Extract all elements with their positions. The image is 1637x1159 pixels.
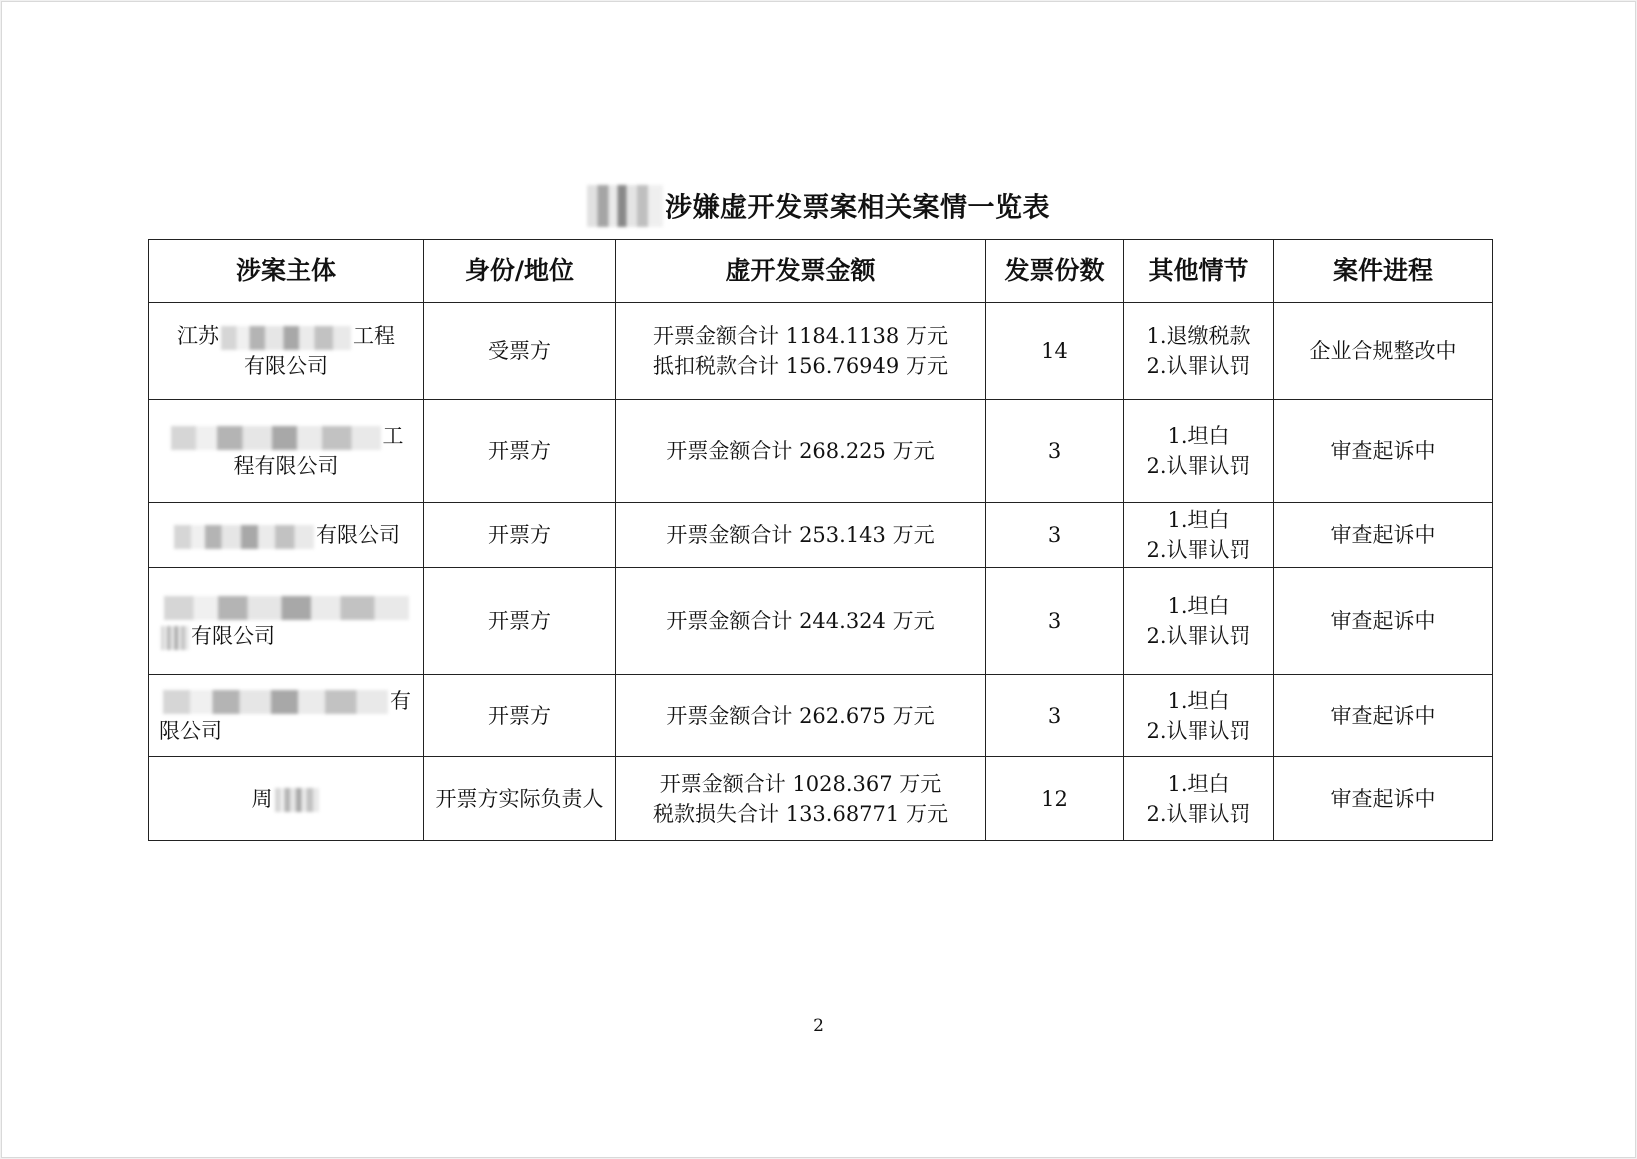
role-cell: 开票方实际负责人 — [424, 757, 616, 841]
amount-cell: 开票金额合计 262.675 万元 — [616, 675, 986, 757]
role-cell: 受票方 — [424, 303, 616, 400]
progress-cell: 企业合规整改中 — [1274, 303, 1493, 400]
case-summary-table — [148, 239, 1493, 841]
role-cell: 开票方 — [424, 503, 616, 568]
table-row — [149, 303, 1493, 400]
redacted-text — [164, 596, 409, 620]
header-invoice-count: 发票份数 — [986, 240, 1124, 303]
redacted-name — [587, 185, 663, 227]
progress-cell: 审查起诉中 — [1274, 400, 1493, 503]
detail-cell: 1.坦白 2.认罪认罚 — [1124, 503, 1274, 568]
header-amount: 虚开发票金额 — [616, 240, 986, 303]
detail-cell: 1.坦白 2.认罪认罚 — [1124, 568, 1274, 675]
role-cell: 开票方 — [424, 568, 616, 675]
table-row — [149, 757, 1493, 841]
redacted-text — [174, 525, 314, 549]
amount-cell: 开票金额合计 244.324 万元 — [616, 568, 986, 675]
detail-cell: 1.坦白 2.认罪认罚 — [1124, 675, 1274, 757]
redacted-text — [161, 626, 189, 650]
table-header-row — [149, 240, 1493, 303]
entity-cell: 有限公司 — [149, 503, 424, 568]
entity-cell: 有限公司 — [149, 568, 424, 675]
amount-cell: 开票金额合计 1028.367 万元 税款损失合计 133.68771 万元 — [616, 757, 986, 841]
amount-cell: 开票金额合计 1184.1138 万元 抵扣税款合计 156.76949 万元 — [616, 303, 986, 400]
progress-cell: 审查起诉中 — [1274, 568, 1493, 675]
entity-cell: 周 — [149, 757, 424, 841]
redacted-text — [163, 690, 388, 714]
detail-cell: 1.坦白 2.认罪认罚 — [1124, 757, 1274, 841]
document-page — [1, 1, 1636, 1158]
count-cell: 3 — [986, 400, 1124, 503]
redacted-text — [275, 788, 319, 812]
table-row — [149, 675, 1493, 757]
entity-cell: 江苏 工程 有限公司 — [149, 303, 424, 400]
title-text: 涉嫌虚开发票案相关案情一览表 — [665, 192, 1050, 224]
progress-cell: 审查起诉中 — [1274, 757, 1493, 841]
redacted-text — [221, 326, 351, 350]
role-cell: 开票方 — [424, 675, 616, 757]
count-cell: 12 — [986, 757, 1124, 841]
detail-cell: 1.坦白 2.认罪认罚 — [1124, 400, 1274, 503]
header-entity: 涉案主体 — [149, 240, 424, 303]
header-progress: 案件进程 — [1274, 240, 1493, 303]
table-row — [149, 503, 1493, 568]
table-row — [149, 400, 1493, 503]
count-cell: 3 — [986, 503, 1124, 568]
amount-cell: 开票金额合计 268.225 万元 — [616, 400, 986, 503]
count-cell: 14 — [986, 303, 1124, 400]
header-other-details: 其他情节 — [1124, 240, 1274, 303]
progress-cell: 审查起诉中 — [1274, 503, 1493, 568]
header-role: 身份/地位 — [424, 240, 616, 303]
detail-cell: 1.退缴税款 2.认罪认罚 — [1124, 303, 1274, 400]
count-cell: 3 — [986, 675, 1124, 757]
table-row — [149, 568, 1493, 675]
document-title — [2, 188, 1635, 230]
entity-cell: 工 程有限公司 — [149, 400, 424, 503]
redacted-text — [171, 426, 381, 450]
role-cell: 开票方 — [424, 400, 616, 503]
page-number: 2 — [813, 1016, 824, 1036]
amount-cell: 开票金额合计 253.143 万元 — [616, 503, 986, 568]
entity-cell: 有 限公司 — [149, 675, 424, 757]
progress-cell: 审查起诉中 — [1274, 675, 1493, 757]
count-cell: 3 — [986, 568, 1124, 675]
